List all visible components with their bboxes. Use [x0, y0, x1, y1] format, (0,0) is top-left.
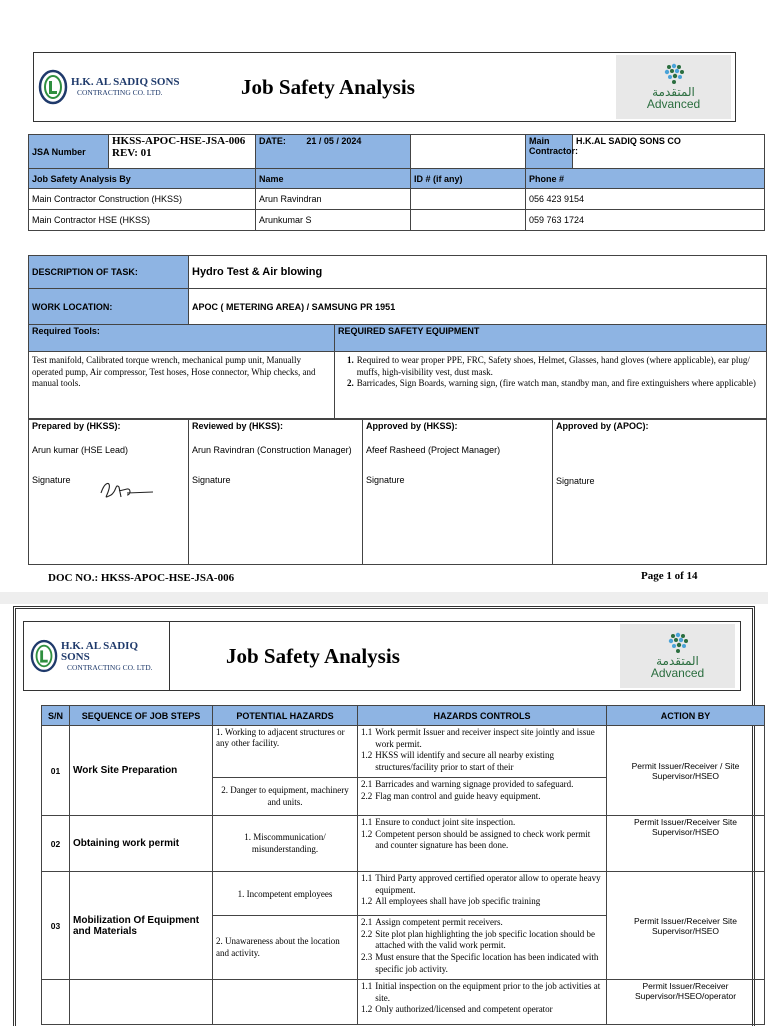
col-action-header: ACTION BY — [607, 706, 765, 726]
list-num: 2. — [347, 378, 354, 389]
id-cell — [411, 189, 526, 210]
list-item — [361, 750, 603, 773]
action-cell: Permit Issuer/Receiver / Site Supervisor/HSEO — [607, 726, 765, 816]
list-text: Site plot plan highlighting the job specific location should be attached with the valid work permit. — [375, 928, 595, 951]
approval-signature-label: Signature — [556, 476, 595, 486]
approval-reviewed — [189, 419, 363, 565]
tools-text: Test manifold, Calibrated torque wrench, mechanical pump unit, Manually operated pump, Air compressor, Test hoses, Hose connector, Whip checks, and manual tools. — [29, 352, 335, 420]
list-num: 2.1 — [361, 779, 373, 789]
date-value: 21 / 05 / 2024 — [306, 136, 362, 146]
approval-apoc — [553, 419, 767, 565]
client-logo-english: Advanced — [646, 97, 701, 112]
signature-mark-icon — [97, 477, 157, 503]
list-text: Must ensure that the Specific location has been indicated with specific job activity. — [375, 952, 599, 974]
list-item — [361, 817, 603, 829]
list-text: All employees shall have job specific training — [375, 896, 541, 907]
approval-name: Arun Ravindran (Construction Manager) — [192, 445, 352, 455]
control-cell — [358, 778, 607, 816]
list-num: 1.1 — [361, 817, 373, 827]
approval-label: Reviewed by (HKSS): — [192, 421, 284, 431]
approval-name: Afeef Rasheed (Project Manager) — [366, 445, 501, 455]
role-cell: Main Contractor Construction (HKSS) — [29, 189, 256, 210]
company-logo-icon — [38, 69, 68, 105]
jsa-number-value — [109, 135, 256, 169]
main-contractor-label-text: Main Contractor: — [529, 136, 578, 156]
page2-title: Job Safety Analysis — [226, 643, 400, 668]
list-text: Barricades and warning signage provided to safeguard. — [375, 779, 574, 789]
table-row — [42, 872, 765, 916]
task-table — [28, 255, 767, 420]
hazard-cell: 2. Danger to equipment, machinery and units. — [213, 778, 358, 816]
date-extra — [411, 135, 526, 169]
client-logo-arabic: المتقدمة — [656, 654, 699, 669]
equip-list — [335, 352, 767, 420]
hazard-cell: 1. Incompetent employees — [213, 872, 358, 916]
list-item — [361, 917, 603, 929]
page-number: Page 1 of 14 — [641, 570, 698, 582]
phone-header: Phone # — [526, 169, 765, 189]
table-row — [29, 210, 765, 231]
approval-name: Arun kumar (HSE Lead) — [32, 445, 129, 455]
approval-signature-label: Signature — [366, 475, 405, 485]
task-desc-label: DESCRIPTION OF TASK: — [29, 256, 189, 289]
list-num: 1.2 — [361, 828, 373, 839]
approval-signature-label: Signature — [32, 475, 71, 485]
list-item — [361, 779, 603, 791]
name-cell: Arunkumar S — [256, 210, 411, 231]
table-row — [42, 816, 765, 872]
list-num: 1.1 — [361, 873, 373, 883]
list-text: Third Party approved certified operator allow to operate heavy equipment. — [375, 873, 601, 895]
approval-label: Approved by (HKSS): — [366, 421, 458, 431]
col-sn-header: S/N — [42, 706, 70, 726]
page-separator — [0, 592, 768, 604]
list-text: Initial inspection on the equipment prior to the job activities at site. — [375, 981, 601, 1003]
list-num: 1.1 — [361, 727, 373, 737]
jsa-by-header: Job Safety Analysis By — [29, 169, 256, 189]
equip-label: REQUIRED SAFETY EQUIPMENT — [335, 325, 767, 352]
client-logo — [620, 624, 735, 688]
col-haz-header: POTENTIAL HAZARDS — [213, 706, 358, 726]
phone-cell: 059 763 1724 — [526, 210, 765, 231]
date-cell — [256, 135, 411, 169]
role-cell: Main Contractor HSE (HKSS) — [29, 210, 256, 231]
jsa-info-table — [28, 134, 765, 231]
table-row — [29, 189, 765, 210]
approval-prepared — [29, 419, 189, 565]
jsa-number-label: JSA Number — [29, 135, 109, 169]
phone-cell: 056 423 9154 — [526, 189, 765, 210]
col-ctrl-header: HAZARDS CONTROLS — [358, 706, 607, 726]
approval-name — [556, 445, 763, 456]
list-text: Work permit Issuer and receiver inspect site jointly and issue work permit. — [375, 727, 595, 749]
list-num: 1.2 — [361, 896, 373, 907]
task-desc-value: Hydro Test & Air blowing — [189, 256, 767, 289]
list-num: 2.2 — [361, 790, 373, 801]
control-cell — [358, 816, 607, 872]
id-cell — [411, 210, 526, 231]
name-cell: Arun Ravindran — [256, 189, 411, 210]
list-text: Required to wear proper PPE, FRC, Safety shoes, Helmet, Glasses, hand gloves (where applicable), ear plug/ muffs, high-visibility vest, dust mask. — [356, 355, 750, 377]
list-text: Competent person should be assigned to check work permit and counter signature has been done. — [375, 828, 591, 851]
list-item — [361, 829, 603, 852]
list-num: 2.1 — [361, 917, 373, 927]
page2-title-cell — [170, 622, 620, 690]
list-num: 1.2 — [361, 1004, 373, 1015]
step-seq: Obtaining work permit — [70, 816, 213, 872]
doc-number: DOC NO.: HKSS-APOC-HSE-JSA-006 — [48, 572, 235, 584]
client-logo — [616, 55, 731, 119]
list-text: Flag man control and guide heavy equipment. — [375, 790, 541, 801]
list-num: 2.2 — [361, 928, 373, 939]
jsa-rev-text: REV: 01 — [112, 146, 152, 159]
client-logo-arabic: المتقدمة — [652, 85, 695, 100]
step-seq: Work Site Preparation — [70, 726, 213, 816]
hazard-cell: 2. Unawareness about the location and activity. — [213, 916, 358, 980]
list-text: Assign competent permit receivers. — [375, 917, 503, 927]
step-sn: 01 — [42, 726, 70, 816]
list-num: 1.2 — [361, 750, 373, 761]
list-item — [347, 378, 760, 390]
control-cell — [358, 726, 607, 778]
main-contractor-label — [526, 135, 578, 169]
list-item — [361, 1004, 603, 1016]
list-item — [361, 952, 603, 975]
list-item — [361, 873, 603, 896]
client-logo-english: Advanced — [650, 666, 705, 681]
hazard-cell — [213, 980, 358, 1025]
name-header: Name — [256, 169, 411, 189]
list-item — [347, 355, 760, 378]
company-logo — [34, 53, 184, 121]
step-sn: 03 — [42, 872, 70, 980]
page1-header — [33, 52, 736, 122]
step-sn — [42, 980, 70, 1025]
step-seq — [70, 980, 213, 1025]
list-item — [361, 929, 603, 952]
control-cell — [358, 872, 607, 916]
approval-label: Approved by (APOC): — [556, 421, 649, 431]
hazard-cell: 1. Working to adjacent structures or any other facility. — [213, 726, 358, 778]
company-sub: CONTRACTING CO. LTD. — [67, 662, 153, 672]
approvals-table — [28, 418, 767, 565]
company-logo-icon — [30, 639, 58, 673]
list-item — [361, 981, 603, 1004]
list-text: Only authorized/licensed and competent operator — [375, 1004, 553, 1015]
approval-hkss — [363, 419, 553, 565]
page1-title: Job Safety Analysis — [241, 74, 415, 99]
control-cell — [358, 916, 607, 980]
approval-label: Prepared by (HKSS): — [32, 421, 121, 431]
hazard-cell: 1. Miscommunication/ misunderstanding. — [213, 816, 358, 872]
id-header: ID # (if any) — [411, 169, 526, 189]
jsa-number-text: HKSS-APOC-HSE-JSA-006 — [112, 135, 246, 147]
company-logo — [24, 622, 170, 690]
list-item — [361, 727, 603, 750]
control-cell — [358, 980, 607, 1025]
list-text: Barricades, Sign Boards, warning sign, (fire watch man, standby man, and fire extinguishers where applicable) — [356, 378, 756, 389]
step-sn: 02 — [42, 816, 70, 872]
company-name: H.K. AL SADIQ SONS — [61, 639, 139, 664]
list-text: Ensure to conduct joint site inspection. — [375, 817, 516, 827]
approval-signature-label: Signature — [192, 475, 231, 485]
list-num: 2.3 — [361, 952, 373, 963]
jsa-steps-table — [41, 705, 765, 1025]
action-cell: Permit Issuer/Receiver Site Supervisor/HSEO — [607, 872, 765, 980]
page1-title-cell — [184, 53, 616, 121]
company-sub: CONTRACTING CO. LTD. — [77, 87, 163, 97]
table-row — [42, 980, 765, 1025]
client-logo-icon — [665, 631, 691, 655]
work-location-label: WORK LOCATION: — [29, 289, 189, 325]
table-row — [42, 726, 765, 778]
main-contractor-value: H.K.AL SADIQ SONS CO — [573, 135, 765, 169]
tools-label: Required Tools: — [29, 325, 335, 352]
list-num: 1. — [347, 355, 354, 365]
step-seq: Mobilization Of Equipment and Materials — [70, 872, 213, 980]
list-item — [361, 896, 603, 908]
list-num: 1.1 — [361, 981, 373, 991]
action-cell: Permit Issuer/Receiver Supervisor/HSEO/operator — [607, 980, 765, 1025]
col-seq-header: SEQUENCE OF JOB STEPS — [70, 706, 213, 726]
work-location-value: APOC ( METERING AREA) / SAMSUNG PR 1951 — [189, 289, 767, 325]
company-name: H.K. AL SADIQ SONS — [71, 76, 180, 89]
date-label: DATE: — [259, 136, 286, 146]
page2-header — [23, 621, 741, 691]
client-logo-icon — [661, 62, 687, 86]
list-item — [361, 791, 603, 803]
list-text: HKSS will identify and secure all nearby existing structures/facility prior to start of their — [375, 750, 554, 773]
action-cell: Permit Issuer/Receiver Site Supervisor/HSEO — [607, 816, 765, 872]
